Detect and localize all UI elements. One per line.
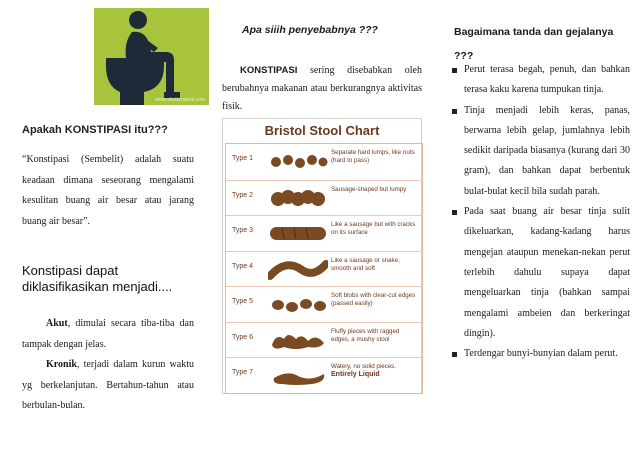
list-item: [452, 101, 630, 202]
acute-text: , dimulai secara tiba-tiba dan tampak dengan jelas.: [22, 318, 194, 350]
list-item: [452, 60, 630, 101]
list-item: [452, 202, 630, 344]
chart-grid: [225, 143, 423, 394]
chart-row-desc: Soft blobs with clear-cut edges (passed easily): [331, 292, 416, 307]
classification-heading: Konstipasi dapat diklasifikasikan menjadi....: [22, 263, 173, 294]
chart-row-type: Type 3: [232, 227, 254, 234]
toilet-illustration: [94, 8, 209, 105]
square-bullet-icon: [452, 68, 457, 73]
chart-row-desc: Watery, no solid pieces. Entirely Liquid: [331, 363, 396, 378]
cause-term: KONSTIPASI: [240, 65, 298, 76]
chart-row-type: Type 7: [232, 369, 254, 376]
signs-heading: Bagaimana tanda dan gejalanya ???: [454, 26, 614, 62]
stool-shape-icon: [268, 327, 328, 353]
chronic-text: , terjadi dalam kurun waktu yg berkelanjutan. Bertahun-tahun atau berbulan-bulan.: [22, 359, 194, 411]
stool-shape-icon: [268, 220, 328, 246]
stool-shape-icon: [268, 256, 328, 282]
list-item-text: Tinja menjadi lebih keras, panas, berwarna lebih gelap, jumlahnya lebih sedikit daripada biasanya (kurang dari 30 gram), dan bahkan dapat berbentuk bulat-bulat kecil bila sudah parah.: [464, 104, 630, 197]
chart-row: [226, 180, 422, 217]
definition-paragraph: “Konstipasi (Sembelit) adalah suatu keadaan dimana seseorang mengalami kesulitan buang air besar atau jarang buang air besar”.: [22, 154, 194, 227]
image-watermark: www.shutterstock.com: [155, 97, 205, 103]
square-bullet-icon: [452, 352, 457, 357]
chart-row-type: Type 4: [232, 262, 254, 270]
chart-row-type: Type 6: [232, 333, 254, 341]
stool-shape-icon: [268, 185, 328, 211]
chart-row-desc-bold: Entirely Liquid: [331, 371, 380, 378]
square-bullet-icon: [452, 109, 457, 114]
cause-heading: Apa siiih penyebabnya ???: [242, 24, 378, 36]
chart-row-desc: Like a sausage but with cracks on its surface: [331, 221, 416, 236]
signs-list: [452, 60, 630, 364]
list-item: [452, 344, 630, 364]
list-item-text: Terdengar bunyi-bunyian dalam perut.: [464, 348, 618, 360]
acute-term: Akut: [46, 318, 68, 329]
list-item-text: Pada saat buang air besar tinja sulit dikeluarkan, kadang-kadang harus mengejan ataupun menekan-nekan perut terlebih dahulu supaya dapat mengeluarkan tinja (bahkan sampai mengalami ambeien dan berkeringat dingin).: [464, 206, 630, 339]
stool-shape-icon: [268, 362, 328, 388]
chart-row-type: Type 5: [232, 298, 254, 305]
cause-text: sering disebabkan oleh berubahnya makanan atau berkurangnya aktivitas fisik.: [222, 65, 422, 112]
chart-title: Bristol Stool Chart: [264, 123, 380, 138]
chart-row-desc: Sausage-shaped but lumpy: [331, 185, 407, 193]
chart-row: [226, 144, 422, 180]
chart-row-type: Type 2: [232, 191, 254, 199]
cause-paragraph: [222, 62, 422, 116]
chart-row-desc: Fluffy pieces with ragged edges, a mushy stool: [331, 327, 400, 343]
question-heading: Apakah KONSTIPASI itu???: [22, 124, 168, 136]
classification-paragraph: [22, 314, 194, 417]
chart-row: [226, 215, 422, 252]
square-bullet-icon: [452, 210, 457, 215]
stool-shape-icon: [268, 291, 328, 317]
stool-shape-icon: [268, 148, 328, 174]
chart-row: [226, 322, 422, 359]
chart-row-type: Type 1: [232, 155, 254, 162]
bristol-stool-chart: [222, 118, 422, 394]
list-item-text: Perut terasa begah, penuh, dan bahkan terasa kaku karena tumpukan tinja.: [464, 64, 630, 96]
chart-row: [226, 357, 422, 394]
chart-row: [226, 286, 422, 323]
chart-row: [226, 251, 422, 288]
chart-row-desc: Like a sausage or snake, smooth and soft: [331, 256, 400, 272]
chronic-term: Kronik: [46, 359, 77, 370]
chart-row-desc: Separate hard lumps, like nuts (hard to pass): [331, 149, 415, 164]
